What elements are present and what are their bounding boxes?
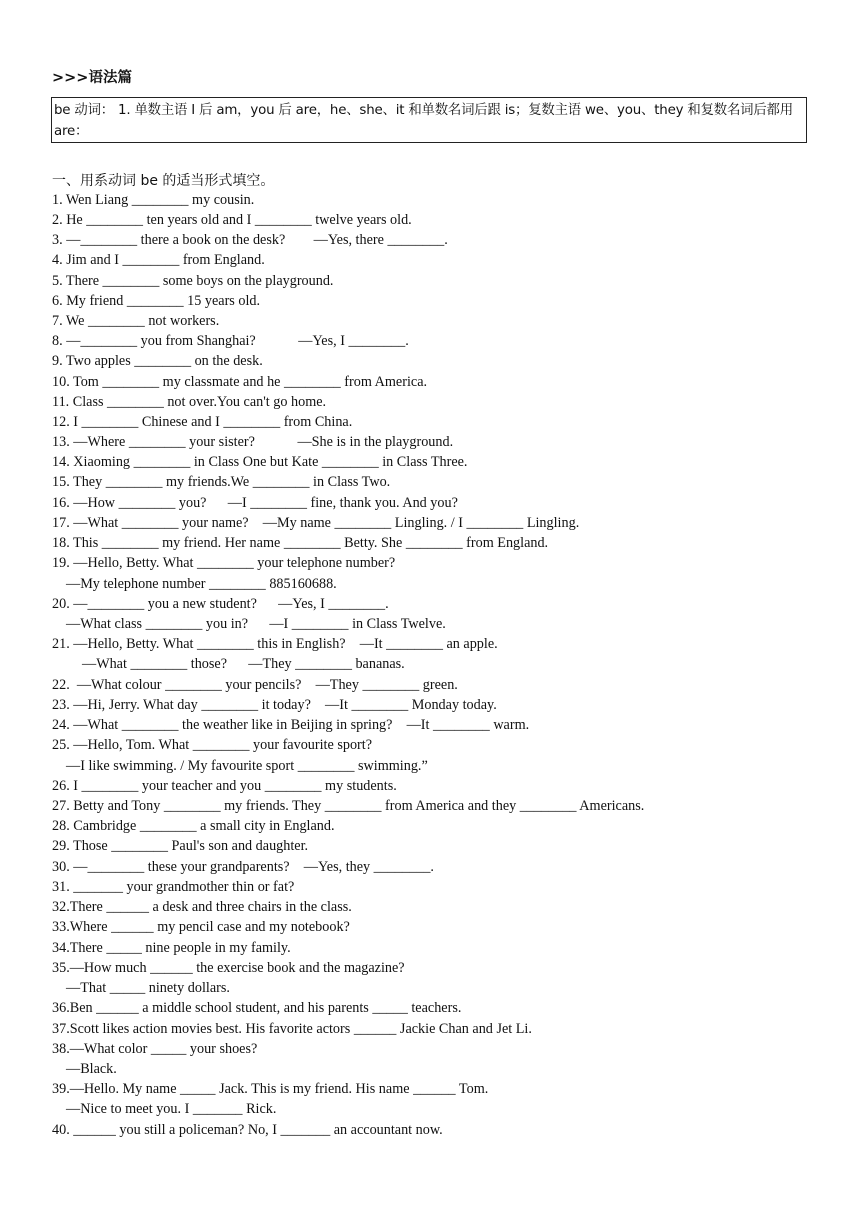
question-line: 40. ______ you still a policeman? No, I _______ an accountant now. [52,1122,443,1138]
question-line: 39.—Hello. My name _____ Jack. This is my friend. His name ______ Tom. [52,1081,489,1097]
question-line: 8. —________ you from Shanghai? —Yes, I ________. [52,333,409,349]
question-line: 36.Ben ______ a middle school student, and his parents _____ teachers. [52,1000,462,1016]
question-line: —That _____ ninety dollars. [66,980,230,996]
question-line: 5. There ________ some boys on the playground. [52,273,334,289]
question-line: 27. Betty and Tony ________ my friends. They ________ from America and they ________ Americans. [52,798,645,814]
question-line: 2. He ________ ten years old and I ________ twelve years old. [52,212,412,228]
question-line: 14. Xiaoming ________ in Class One but Kate ________ in Class Three. [52,454,468,470]
question-line: 33.Where ______ my pencil case and my notebook? [52,919,350,935]
question-line: 17. —What ________ your name? —My name ________ Lingling. / I ________ Lingling. [52,515,580,531]
question-line: 18. This ________ my friend. Her name ________ Betty. She ________ from England. [52,535,549,551]
grammar-rule-box: be 动词： 1. 单数主语 I 后 am，you 后 are，he、she、it 和单数名词后跟 is；复数主语 we、you、they 和复数名词后都用 are： [51,97,807,143]
question-line: —I like swimming. / My favourite sport ________ swimming.” [66,758,428,774]
question-line: 37.Scott likes action movies best. His favorite actors ______ Jackie Chan and Jet Li. [52,1021,532,1037]
question-line: 20. —________ you a new student? —Yes, I ________. [52,596,389,612]
question-line: 6. My friend ________ 15 years old. [52,293,261,309]
question-line: 26. I ________ your teacher and you ________ my students. [52,778,397,794]
question-line: 30. —________ these your grandparents? —Yes, they ________. [52,859,434,875]
question-line: 12. I ________ Chinese and I ________ from China. [52,414,353,430]
question-line: —My telephone number ________ 885160688. [66,576,337,592]
question-line: 7. We ________ not workers. [52,313,220,329]
question-line: —What ________ those? —They ________ bananas. [82,656,405,672]
question-line: 29. Those ________ Paul's son and daughter. [52,838,309,854]
question-line: 34.There _____ nine people in my family. [52,940,291,956]
question-line: —Black. [66,1061,117,1077]
question-line: 25. —Hello, Tom. What ________ your favourite sport? [52,737,373,753]
section-title: >>>语法篇 [52,70,132,86]
question-line: 19. —Hello, Betty. What ________ your telephone number? [52,555,396,571]
question-line: 24. —What ________ the weather like in Beijing in spring? —It ________ warm. [52,717,530,733]
question-line: 10. Tom ________ my classmate and he ________ from America. [52,374,428,390]
exercise-heading: 一、用系动词 be 的适当形式填空。 [52,173,275,189]
question-line: 15. They ________ my friends.We ________ in Class Two. [52,474,391,490]
question-line: 9. Two apples ________ on the desk. [52,353,263,369]
question-line: 1. Wen Liang ________ my cousin. [52,192,255,208]
question-line: 11. Class ________ not over.You can't go home. [52,394,327,410]
question-line: 16. —How ________ you? —I ________ fine, thank you. And you? [52,495,458,511]
question-line: 23. —Hi, Jerry. What day ________ it today? —It ________ Monday today. [52,697,497,713]
question-line: —Nice to meet you. I _______ Rick. [66,1101,277,1117]
question-line: 32.There ______ a desk and three chairs in the class. [52,899,352,915]
question-line: 21. —Hello, Betty. What ________ this in English? —It ________ an apple. [52,636,498,652]
question-line: 4. Jim and I ________ from England. [52,252,265,268]
question-line: 22. —What colour ________ your pencils? —They ________ green. [52,677,458,693]
question-line: 38.—What color _____ your shoes? [52,1041,258,1057]
question-line: 31. _______ your grandmother thin or fat? [52,879,295,895]
question-line: —What class ________ you in? —I ________ in Class Twelve. [66,616,446,632]
question-line: 13. —Where ________ your sister? —She is in the playground. [52,434,454,450]
question-line: 28. Cambridge ________ a small city in England. [52,818,335,834]
question-line: 3. —________ there a book on the desk? —Yes, there ________. [52,232,448,248]
question-line: 35.—How much ______ the exercise book and the magazine? [52,960,405,976]
